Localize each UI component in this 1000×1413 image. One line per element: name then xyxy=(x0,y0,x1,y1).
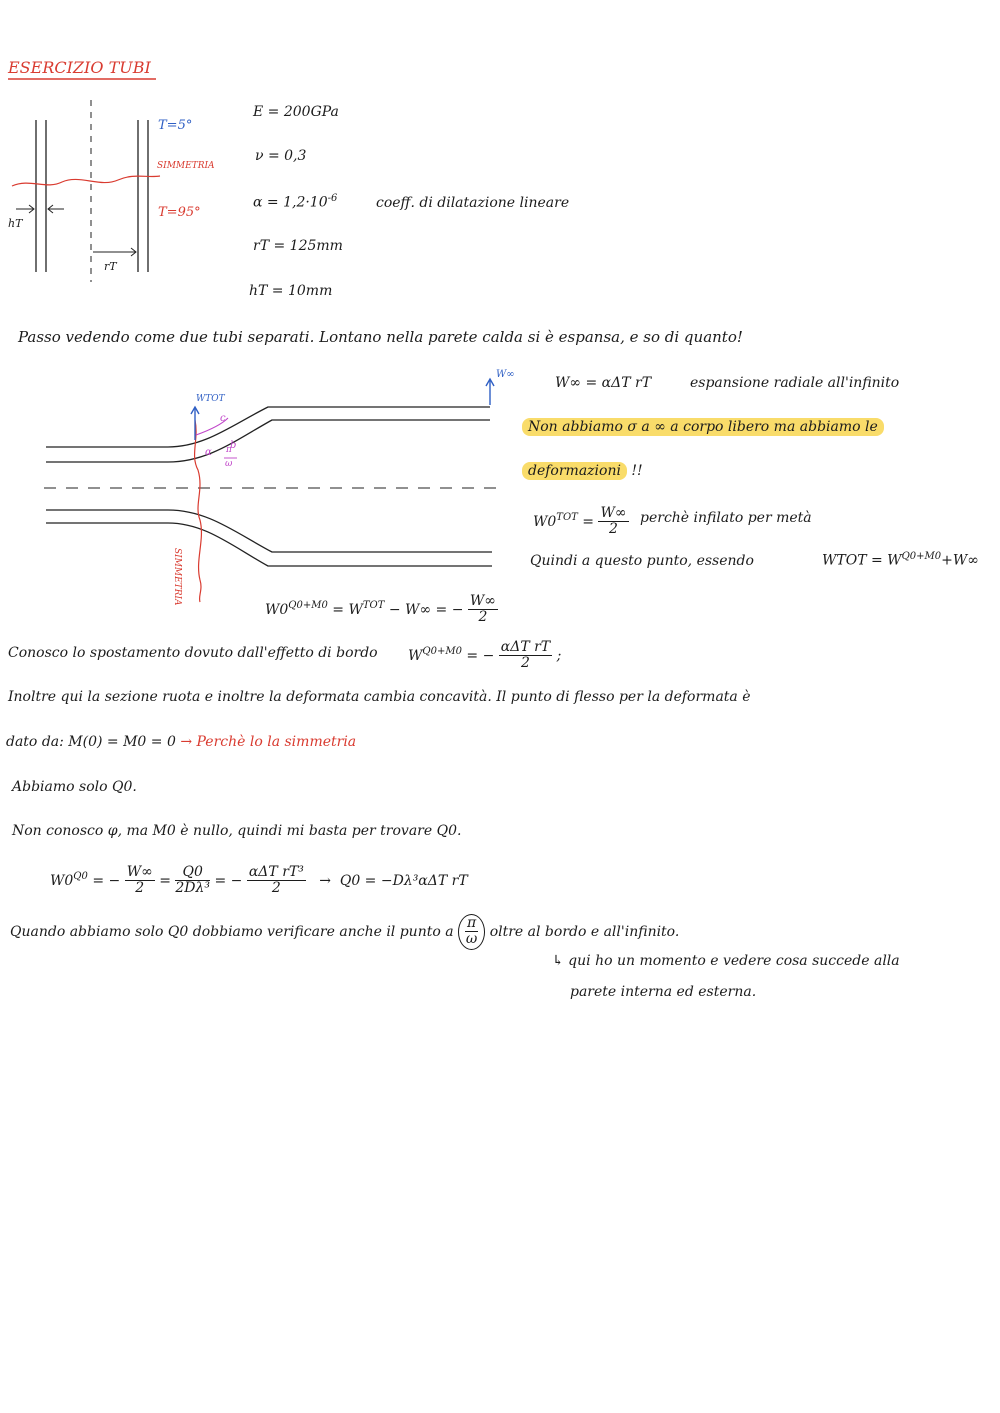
quindi-text: Quindi a questo punto, essendo xyxy=(530,553,754,569)
eq2-eq2: = xyxy=(159,872,171,889)
fig2-symmetry-wave xyxy=(195,420,202,602)
eq2-fraction-3 xyxy=(247,865,306,897)
line-dato-da xyxy=(6,734,356,750)
fig2-top-outer xyxy=(46,407,490,447)
eq2-result: Q0 = −Dλ³αΔT rT xyxy=(339,872,468,889)
w0-tot-equation: $W0^{TOT}$ = $\frac{W\infty}{2}$ xyxy=(533,505,627,538)
eq2-eq1: = − xyxy=(92,872,121,889)
fig2-symmetry-label: SIMMETRIA xyxy=(172,548,182,606)
param-alpha-exp: -6 xyxy=(327,193,338,204)
w0-lhs-sup: TOT xyxy=(556,512,578,524)
highlight-line-1: Non abbiamo σ a ∞ a corpo libero ma abbiamo le xyxy=(522,418,884,436)
eq2-lhs: W0 xyxy=(50,872,74,889)
line-non-conosco: Non conosco φ, ma M0 è nullo, quindi mi basta per trovare Q0. xyxy=(12,823,462,839)
line7-omega: ω xyxy=(465,931,478,948)
fig1-symmetry-label: SIMMETRIA xyxy=(157,161,215,171)
line-abbiamo-solo: Abbiamo solo Q0. xyxy=(12,779,137,795)
eq2-fraction-2 xyxy=(175,865,210,897)
eq2-f1-num: W∞ xyxy=(126,864,153,880)
w0-description: perchè infilato per metà xyxy=(640,510,812,526)
fig2-bottom-outer xyxy=(46,523,492,566)
line-parete: parete interna ed esterna. xyxy=(570,984,757,1000)
w0-num: W∞ xyxy=(600,505,627,521)
eq2-arrow: → xyxy=(319,872,331,889)
winf-equation: W∞ = αΔT rT xyxy=(555,375,652,391)
line2-end: ; xyxy=(556,647,562,664)
line-inoltre: Inoltre qui la sezione ruota e inoltre la deformata cambia concavità. Il punto di flesso per la deformata è xyxy=(8,689,751,705)
line7-pi: π xyxy=(467,915,477,931)
w0-den: 2 xyxy=(609,521,618,538)
fig2-wtot-label: WTOT xyxy=(196,394,225,404)
param-rt: rT = 125mm xyxy=(253,238,343,254)
line2-fraction xyxy=(499,640,552,672)
eq2-f3-num: αΔT rT³ xyxy=(248,864,304,880)
w0-q0m0-equation xyxy=(265,594,498,626)
line7-fraction xyxy=(465,916,478,948)
wtot-sup: Q0+M0 xyxy=(901,551,942,562)
w0-fraction xyxy=(598,506,628,538)
line7-end: oltre al bordo e all'infinito. xyxy=(489,923,680,940)
eqmid-tail: − W∞ = − xyxy=(388,601,464,618)
w-q0m0-equation xyxy=(408,640,561,672)
line4-red-note: → Perchè lo la simmetria xyxy=(180,734,357,750)
eq2-f2-num: Q0 xyxy=(175,865,210,881)
exclamation: !! xyxy=(631,463,643,479)
w0-lhs: W0 xyxy=(533,513,557,530)
param-alpha-value: α = 1,2·10 xyxy=(253,194,328,211)
param-alpha-note: coeff. di dilatazione lineare xyxy=(376,195,570,211)
page-title: ESERCIZIO TUBI xyxy=(8,58,151,77)
eq2-lhs-sup: Q0 xyxy=(73,871,88,883)
fig2-omega-label: ω xyxy=(225,459,233,469)
highlight-deformazioni: deformazioni xyxy=(522,462,627,480)
line-quando xyxy=(10,914,679,950)
fig2-pi-label: π xyxy=(226,445,232,455)
fig1-ht-label: hT xyxy=(8,217,23,230)
line7-text: Quando abbiamo solo Q0 dobbiamo verificare anche il punto a xyxy=(10,923,454,940)
fig2-c-label: c xyxy=(220,413,226,424)
eq2-f1-den: 2 xyxy=(135,880,145,897)
line4-text: dato da: M(0) = M0 = 0 xyxy=(6,734,176,750)
fig2-alpha-label: α xyxy=(205,447,212,458)
fig2-winf-label: W∞ xyxy=(496,369,515,380)
q0-equation xyxy=(50,865,468,897)
param-e: E = 200GPa xyxy=(253,104,339,120)
eqmid-fraction xyxy=(468,594,498,626)
eqmid-mid-sup: TOT xyxy=(362,600,385,612)
eq2-eq3: = − xyxy=(214,872,243,889)
eq2-f3-den: 2 xyxy=(271,880,281,897)
eqmid-den: 2 xyxy=(478,609,488,626)
circled-pi-omega xyxy=(458,914,485,950)
fig1-temp-bottom: T=95° xyxy=(158,205,201,220)
line2-eq: = − xyxy=(466,647,495,664)
fig1-temp-top: T=5° xyxy=(158,118,193,133)
wtot-equation xyxy=(822,551,979,569)
line-passo: Passo vedendo come due tubi separati. Lontano nella parete calda si è espansa, e so di quanto! xyxy=(18,328,743,346)
wtot-eq: WTOT = W xyxy=(822,552,902,569)
eq2-f2-den: 2Dλ³ xyxy=(175,880,211,897)
line2-w: W xyxy=(408,647,423,664)
param-nu: ν = 0,3 xyxy=(255,148,307,164)
fig1-rt-label: rT xyxy=(104,260,117,273)
fig2-top-inner xyxy=(46,420,490,462)
fig2-b-label: b xyxy=(230,440,237,451)
eqmid-num: W∞ xyxy=(469,593,496,609)
eqmid-lhs: W0 xyxy=(265,601,289,618)
line-qui-ho: ↳ qui ho un momento e vedere cosa succede alla xyxy=(552,953,900,969)
line2-den: 2 xyxy=(521,655,530,672)
fig2-bottom-inner xyxy=(46,510,492,552)
eqmid-lhs-sup: Q0+M0 xyxy=(288,600,328,612)
line-conosco: Conosco lo spostamento dovuto dall'effetto di bordo xyxy=(8,645,378,661)
param-alpha xyxy=(253,193,337,211)
eq2-fraction-1 xyxy=(125,865,155,897)
highlight-line-2 xyxy=(522,463,643,479)
line2-w-sup: Q0+M0 xyxy=(422,646,462,658)
wtot-tail: +W∞ xyxy=(941,552,979,569)
param-ht: hT = 10mm xyxy=(249,283,333,299)
eqmid-mid: = W xyxy=(332,601,363,618)
winf-description: espansione radiale all'infinito xyxy=(690,375,900,391)
line2-num: αΔT rT xyxy=(500,639,551,655)
